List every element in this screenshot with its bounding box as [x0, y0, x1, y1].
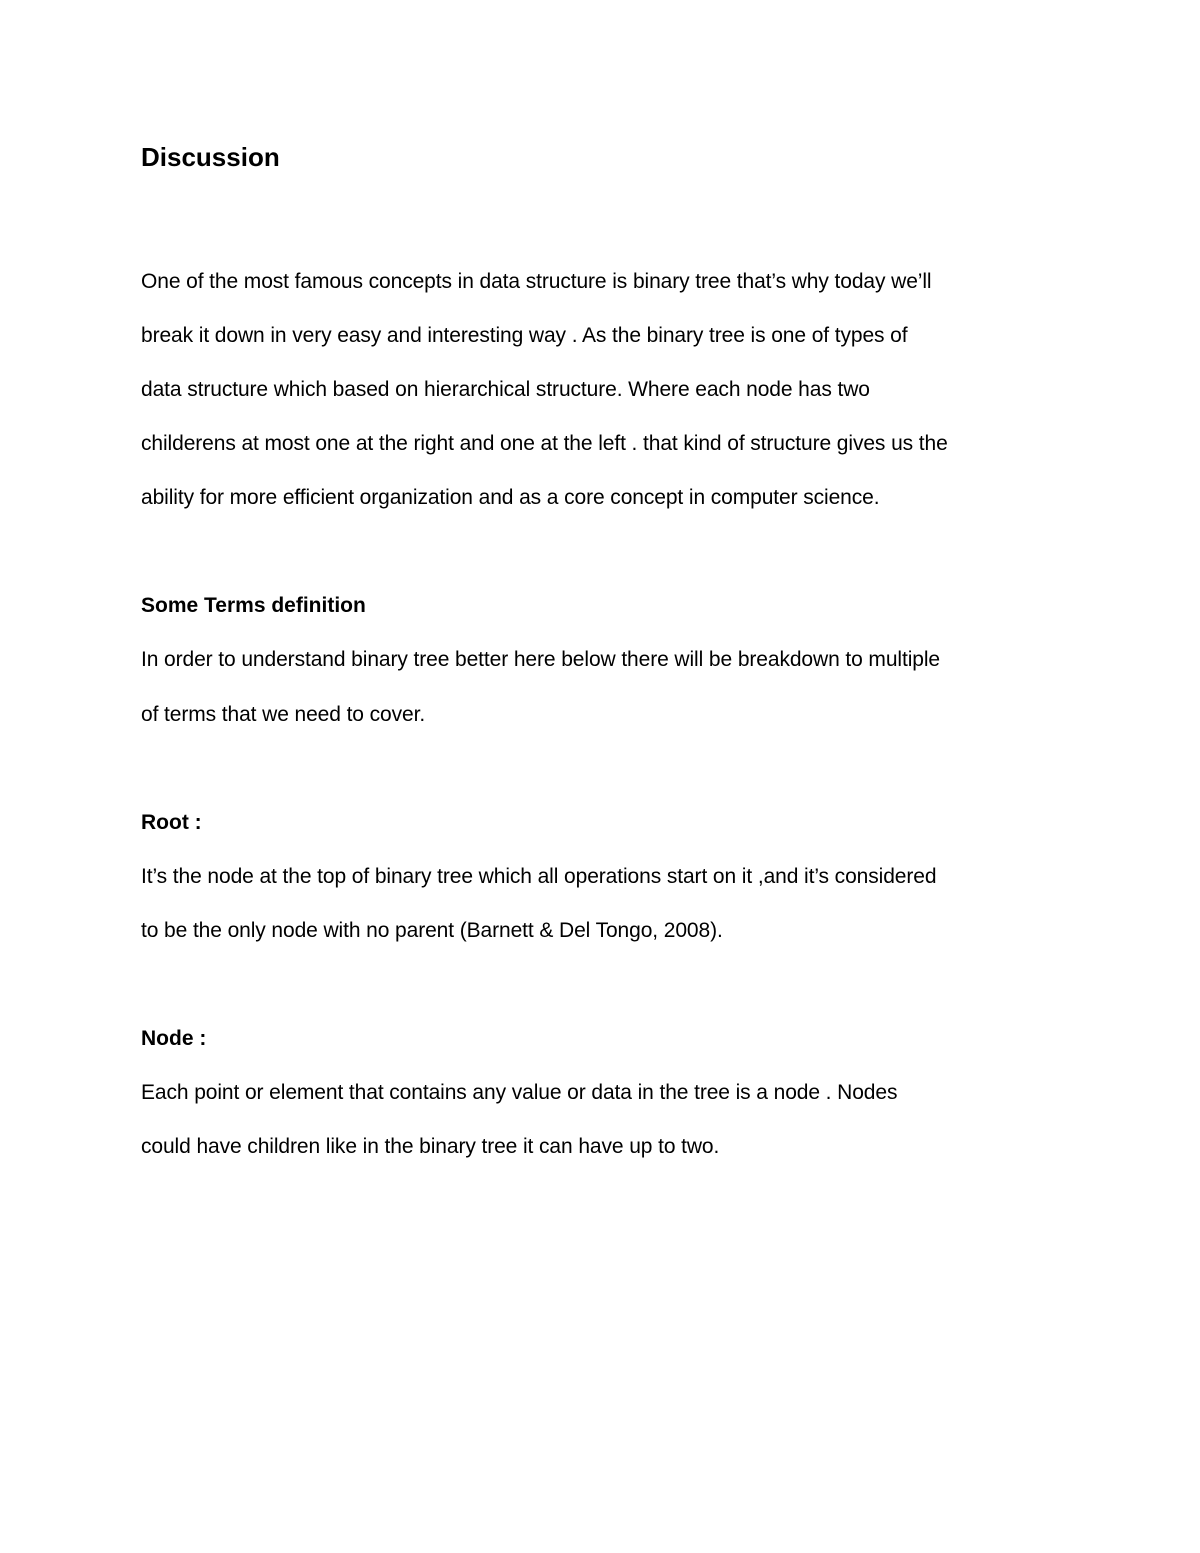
paragraph-line: to be the only node with no parent (Barnett & Del Tongo, 2008). [141, 919, 723, 942]
paragraph-line: ability for more efficient organization and as a core concept in computer science. [141, 486, 880, 509]
page-title: Discussion [141, 142, 280, 172]
section-heading-root: Root : [141, 811, 202, 834]
paragraph-line: One of the most famous concepts in data structure is binary tree that’s why today we’ll [141, 270, 932, 293]
paragraph-line: data structure which based on hierarchical structure. Where each node has two [141, 378, 870, 401]
section-heading-terms: Some Terms definition [141, 594, 366, 617]
paragraph-line: Each point or element that contains any value or data in the tree is a node . Nodes [141, 1081, 898, 1104]
paragraph-line: childerens at most one at the right and one at the left . that kind of structure gives us the [141, 432, 948, 455]
paragraph-line: of terms that we need to cover. [141, 703, 426, 726]
paragraph-line: could have children like in the binary tree it can have up to two. [141, 1135, 720, 1158]
paragraph-line: It’s the node at the top of binary tree which all operations start on it ,and it’s considered [141, 865, 937, 888]
paragraph-line: In order to understand binary tree better here below there will be breakdown to multiple [141, 648, 940, 671]
paragraph-line: break it down in very easy and interesting way . As the binary tree is one of types of [141, 324, 908, 347]
section-heading-node: Node : [141, 1027, 207, 1050]
